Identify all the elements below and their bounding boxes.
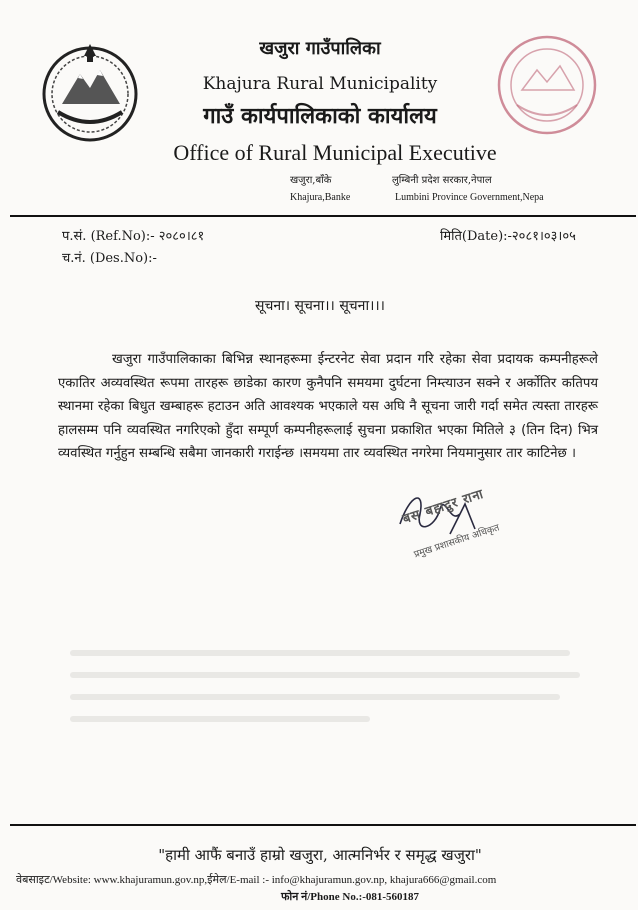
province-english: Lumbini Province Government,Nepa [395, 192, 544, 203]
dispatch-number: च.नं. (Des.No):- [62, 251, 157, 266]
signatory-title-stamp: प्रमुख प्रशासकीय अधिकृत [412, 522, 501, 561]
signatory-name-stamp: बस बहादुर राना [400, 486, 486, 528]
address-nepali: खजुरा,बाँके [290, 175, 332, 186]
municipality-name-english: Khajura Rural Municipality [202, 74, 438, 94]
bleed-through-line [70, 716, 370, 722]
footer-phone: फोन नं/Phone No.:-081-560187 [280, 891, 420, 903]
footer-contact-web-email: वेबसाइट/Website: www.khajuramun.gov.np,ईमेल/E-mail :- info@khajuramun.gov.np, khajura666@gmail.com [16, 874, 497, 886]
province-nepali: लुम्बिनी प्रदेश सरकार,नेपाल [392, 175, 492, 186]
municipality-name-nepali: खजुरा गाउँपालिका [259, 38, 381, 59]
nepal-emblem-logo [38, 40, 142, 144]
notice-heading: सूचना। सूचना।। सूचना।।। [255, 298, 385, 314]
letter-date: मिति(Date):-२०८१।०३।०५ [440, 229, 576, 244]
header-divider [10, 215, 636, 217]
office-name-english: Office of Rural Municipal Executive [173, 140, 497, 165]
office-seal-stamp [492, 30, 602, 140]
footer-divider [10, 824, 636, 826]
office-name-nepali: गाउँ कार्यपालिकाको कार्यालय [203, 103, 437, 129]
bleed-through-line [70, 694, 560, 700]
notice-body: खजुरा गाउँपालिकाका बिभिन्न स्थानहरूमा ईन्टरनेट सेवा प्रदान गरि रहेका सेवा प्रदायक कम्पनीहरूले एकातिर अव्यवस्थित रूपमा तारहरू छाडेका कारण कुनैपनि समयमा दुर्घटना निम्त्याउन सक्ने र अर्कोतिर कतिपय स्थानमा रहेका बिधुत खम्बाहरू हटाउन अति आवश्यक भएकाले यस अघि नै सूचना जारी गर्दा समेत त्यस्ता तारहरू हालसम्म पनि व्यवस्थित नगरिएको हुँदा सम्पूर्ण कम्पनीहरूलाई सुचना प्रकाशित भएका मितिले ३ (तिन दिन) भित्र व्यवस्थित गर्नुहुन सम्बन्धि सबैमा जानकारी गराईन्छ ।समयमा तार व्यवस्थित नगरेमा नियमानुसार तार काटिनेछ । [58, 352, 598, 461]
bleed-through-line [70, 672, 580, 678]
reference-number: प.सं. (Ref.No):- २०८०।८१ [62, 229, 205, 244]
bleed-through-line [70, 650, 570, 656]
address-english: Khajura,Banke [290, 192, 351, 203]
footer-slogan: "हामी आफैं बनाउँ हाम्रो खजुरा, आत्मनिर्भर र समृद्ध खजुरा" [158, 846, 482, 864]
